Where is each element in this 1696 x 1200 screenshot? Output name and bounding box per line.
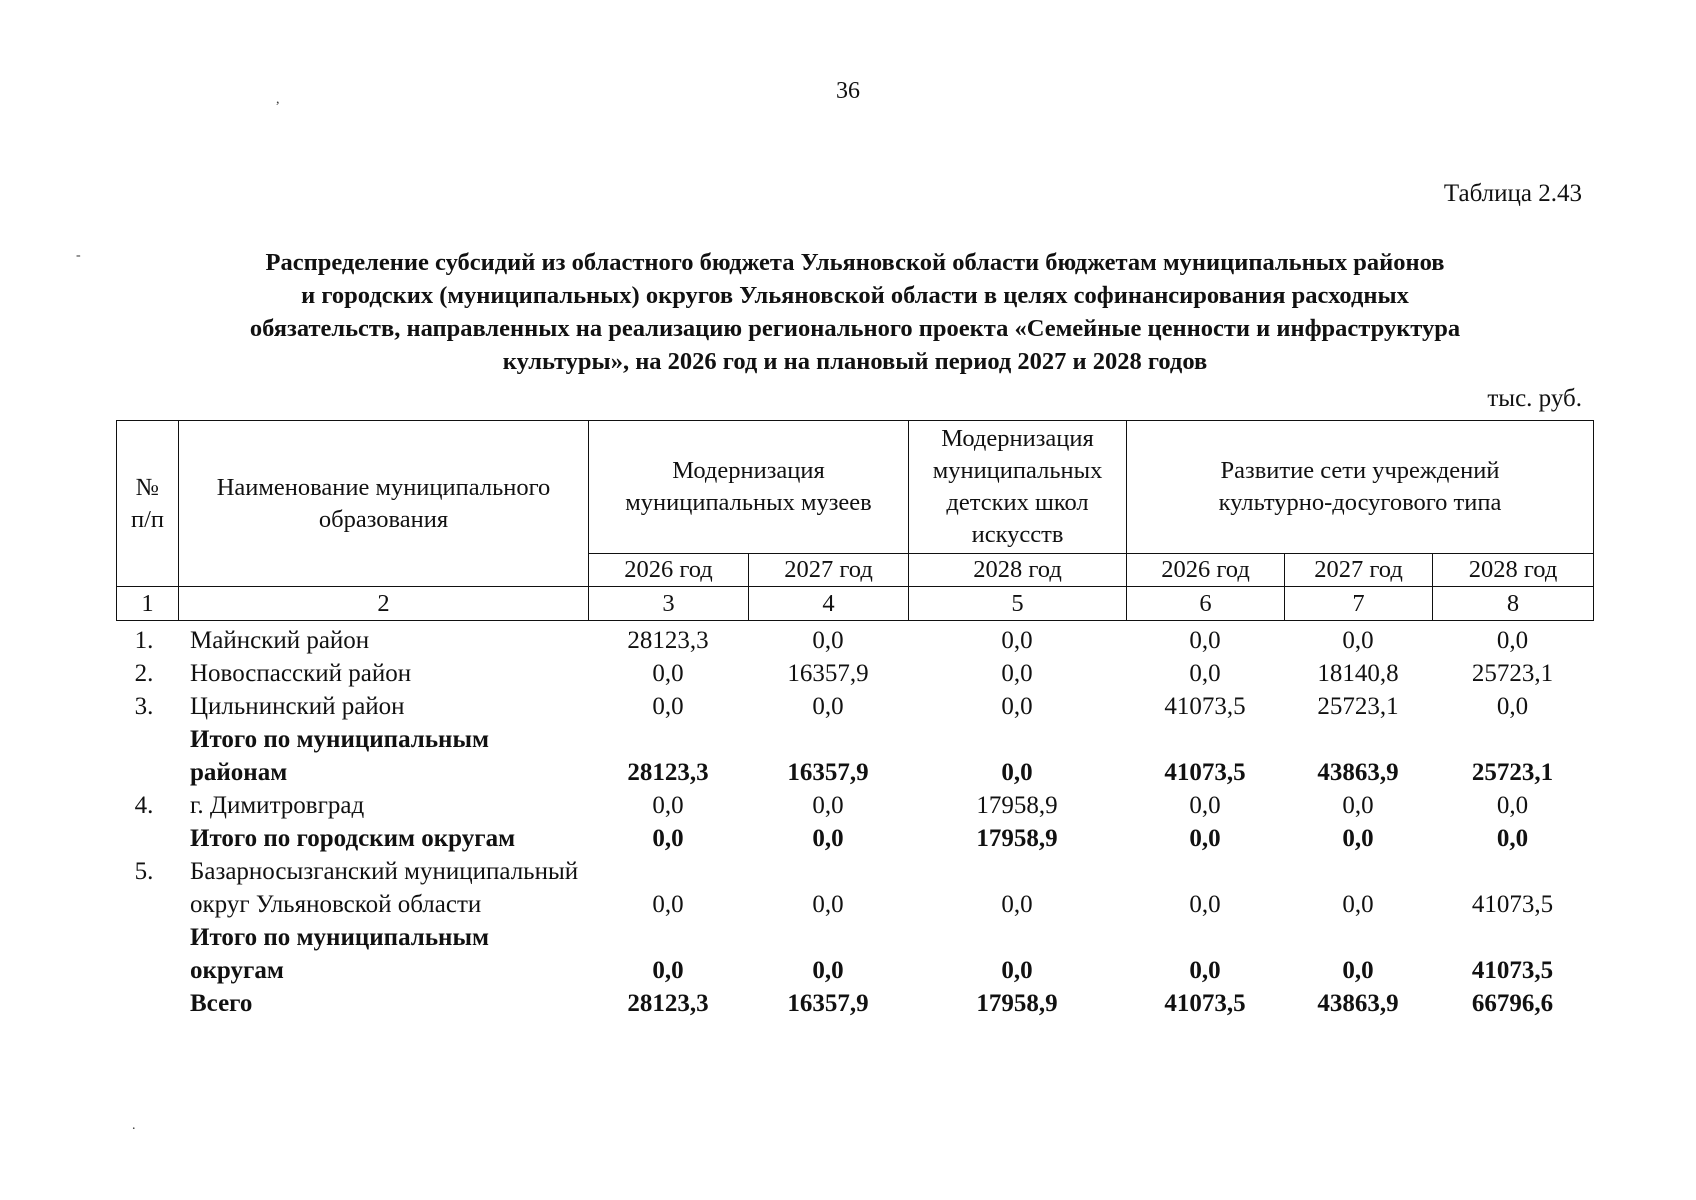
table-total-row [116, 987, 1593, 1020]
row-number: 5. [134, 858, 154, 885]
row-name: Итого по городским округам [190, 825, 516, 852]
row-value: 0,0 [1342, 891, 1374, 918]
table-row [116, 690, 1593, 723]
row-value: 43863,9 [1317, 990, 1399, 1017]
row-name: Майнский район [190, 627, 370, 654]
row-value: 17958,9 [976, 825, 1058, 852]
row-name: Новоспасский район [190, 660, 412, 687]
col-number: 3 [589, 587, 749, 621]
row-value: 28123,3 [627, 627, 709, 654]
table-row [116, 657, 1593, 690]
header-museums: Модернизация муниципальных музеев [589, 421, 909, 554]
row-number [116, 822, 178, 855]
row-value: 0,0 [1189, 627, 1221, 654]
row-value: 0,0 [812, 693, 844, 720]
col-number: 8 [1433, 587, 1594, 621]
row-value: 0,0 [1342, 957, 1374, 984]
row-value: 0,0 [1001, 627, 1033, 654]
row-value: 0,0 [652, 891, 684, 918]
col-number: 1 [117, 587, 179, 621]
row-value: 0,0 [1496, 627, 1529, 654]
col-number: 4 [749, 587, 909, 621]
header-year: 2028 год [909, 554, 1127, 587]
row-value: 43863,9 [1317, 759, 1399, 786]
header-year: 2027 год [1285, 554, 1433, 587]
col-number: 5 [909, 587, 1127, 621]
col-number: 6 [1127, 587, 1285, 621]
row-value: 0,0 [1342, 627, 1374, 654]
col-number: 7 [1285, 587, 1433, 621]
title-line: обязательств, направленных на реализацию регионального проекта «Семейные ценности и инфраструктура [249, 315, 1461, 342]
table-row [116, 624, 1593, 657]
page-number: 36 [836, 78, 860, 104]
table-header [116, 420, 1594, 621]
row-value: 41073,5 [1164, 759, 1246, 786]
row-value: 0,0 [1001, 660, 1033, 687]
scan-mark: . [132, 1118, 136, 1133]
row-value: 0,0 [1001, 693, 1033, 720]
row-name: Всего [190, 990, 253, 1017]
row-number: 1. [134, 627, 154, 654]
row-value: 66796,6 [1471, 990, 1554, 1017]
table-title [120, 246, 1590, 378]
title-line: Распределение субсидий из областного бюджета Ульяновской области бюджетам муниципальных районов [265, 249, 1445, 276]
row-value: 41073,5 [1164, 990, 1246, 1017]
row-name: Итого по муниципальным округам [190, 924, 489, 984]
row-number: 4. [134, 792, 154, 819]
row-value: 16357,9 [787, 759, 869, 786]
row-value: 0,0 [1496, 693, 1529, 720]
row-value: 0,0 [812, 891, 844, 918]
header-art-schools: Модернизация муниципальных детских школ искусств [909, 421, 1127, 554]
header-year: 2028 год [1433, 554, 1594, 587]
row-value: 25723,1 [1471, 660, 1554, 687]
table-label: Таблица 2.43 [1443, 180, 1582, 207]
row-value: 28123,3 [627, 759, 709, 786]
row-value: 28123,3 [627, 990, 709, 1017]
header-year: 2026 год [1127, 554, 1285, 587]
row-value: 0,0 [1496, 792, 1529, 819]
row-value: 0,0 [1496, 825, 1529, 852]
header-year: 2027 год [749, 554, 909, 587]
row-number [116, 723, 178, 789]
row-value: 0,0 [1189, 792, 1221, 819]
header-name: Наименование муниципального образования [179, 421, 589, 587]
row-name: Цильнинский район [190, 693, 405, 720]
row-value: 0,0 [1189, 891, 1221, 918]
row-value: 0,0 [652, 693, 684, 720]
row-value: 0,0 [1342, 792, 1374, 819]
row-value: 0,0 [1189, 957, 1221, 984]
row-number: 2. [134, 660, 154, 687]
row-value: 41073,5 [1471, 891, 1554, 918]
table-body [116, 624, 1593, 1020]
row-value: 0,0 [1342, 825, 1374, 852]
row-name: Базарносызганский муниципальный округ Ульяновской области [190, 858, 579, 918]
scan-mark: , [276, 92, 280, 107]
row-value: 0,0 [1001, 891, 1033, 918]
row-value: 0,0 [812, 627, 844, 654]
row-value: 17958,9 [976, 792, 1058, 819]
units-label: тыс. руб. [1487, 385, 1582, 412]
row-value: 17958,9 [976, 990, 1058, 1017]
row-value: 0,0 [1001, 957, 1033, 984]
row-value: 0,0 [812, 792, 844, 819]
title-line: культуры», на 2026 год и на плановый период 2027 и 2028 годов [502, 348, 1208, 375]
scan-mark: - [76, 248, 81, 263]
row-number: 3. [134, 693, 154, 720]
header-num: № п/п [117, 421, 179, 587]
row-value: 16357,9 [787, 660, 869, 687]
table-row [116, 855, 1593, 921]
row-value: 25723,1 [1317, 693, 1399, 720]
row-value: 0,0 [652, 825, 684, 852]
table-total-row [116, 822, 1593, 855]
row-value: 16357,9 [787, 990, 869, 1017]
row-value: 0,0 [1189, 825, 1221, 852]
title-line: и городских (муниципальных) округов Ульяновской области в целях софинансирования расходных [301, 282, 1409, 309]
col-number: 2 [179, 587, 589, 621]
row-value: 0,0 [652, 957, 684, 984]
table-total-row [116, 723, 1593, 789]
row-number [116, 987, 178, 1020]
row-value: 0,0 [652, 660, 684, 687]
row-name: Итого по муниципальным районам [190, 726, 489, 786]
row-value: 0,0 [652, 792, 684, 819]
row-value: 41073,5 [1164, 693, 1246, 720]
header-year: 2026 год [589, 554, 749, 587]
row-number [116, 921, 178, 987]
row-value: 0,0 [812, 957, 844, 984]
header-culture-network: Развитие сети учреждений культурно-досугового типа [1127, 421, 1594, 554]
table-total-row [116, 921, 1593, 987]
table-row [116, 789, 1593, 822]
row-value: 0,0 [812, 825, 844, 852]
row-value: 0,0 [1001, 759, 1033, 786]
row-name: г. Димитровград [190, 792, 365, 819]
row-value: 25723,1 [1471, 759, 1554, 786]
row-value: 18140,8 [1317, 660, 1399, 687]
row-value: 0,0 [1189, 660, 1221, 687]
row-value: 41073,5 [1471, 957, 1554, 984]
